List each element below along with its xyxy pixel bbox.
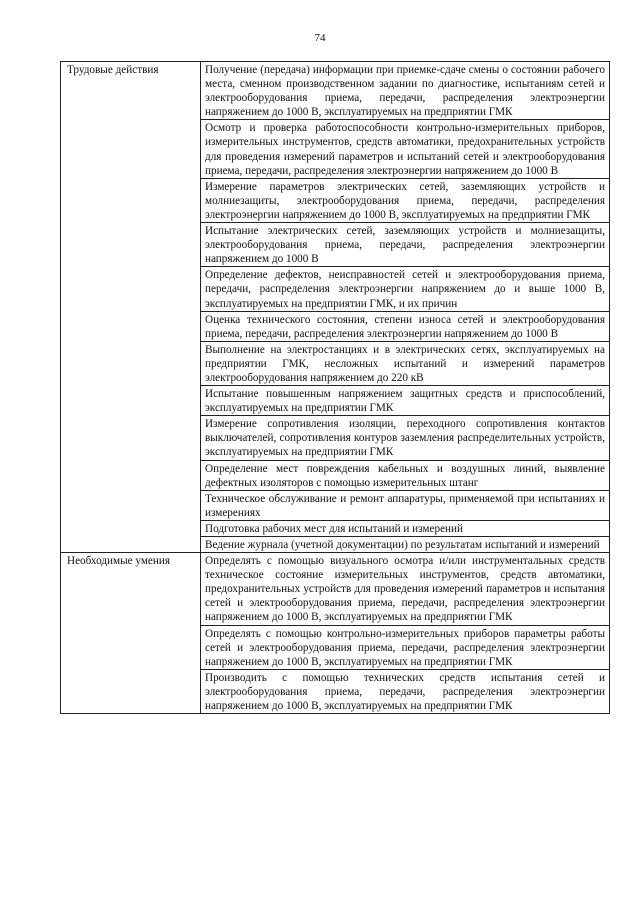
labor-action-item: Определение дефектов, неисправностей сетей и электрооборудования приема, передачи, распределения электроэнергии напряжением до и выше 1000 В, эксплуатируемых на предприятии ГМК, и их причин — [201, 267, 610, 311]
labor-action-item: Измерение параметров электрических сетей, заземляющих устройств и молниезащиты, электрооборудования приема, передачи, распределения электроэнергии напряжением до 1000 В, эксплуатируемых на предприятии ГМК — [201, 178, 610, 222]
section-label-labor-actions: Трудовые действия — [61, 62, 201, 553]
required-skill-item: Определять с помощью визуального осмотра и/или инструментальных средств техническое состояние измерительных инструментов, средств автоматики, предохранительных устройств для проведения измерений параметров и испытания сетей и электрооборудования приема, передачи, распределения электроэнергии напряжением до 1000 В, эксплуатируемых на предприятии ГМК — [201, 553, 610, 625]
competency-table — [60, 61, 610, 714]
labor-action-item: Осмотр и проверка работоспособности контрольно-измерительных приборов, измерительных инструментов, средств автоматики, предохранительных устройств для проведения измерений параметров и испытаний сетей и электрооборудования приема, передачи, распределения электроэнергии напряжением до 1000 В — [201, 120, 610, 178]
labor-action-item: Определение мест повреждения кабельных и воздушных линий, выявление дефектных изоляторов с помощью измерительных штанг — [201, 460, 610, 490]
labor-action-item: Испытание повышенным напряжением защитных средств и приспособлений, эксплуатируемых на предприятии ГМК — [201, 386, 610, 416]
table-row — [61, 62, 610, 120]
labor-action-item: Измерение сопротивления изоляции, переходного сопротивления контактов выключателей, сопротивления контуров заземления распределительных устройств, эксплуатируемых на предприятии ГМК — [201, 416, 610, 460]
labor-action-item: Подготовка рабочих мест для испытаний и измерений — [201, 520, 610, 536]
section-label-required-skills: Необходимые умения — [61, 553, 201, 714]
required-skill-item: Производить с помощью технических средств испытания сетей и электрооборудования приема, передачи, распределения электроэнергии напряжением до 1000 В, эксплуатируемых на предприятии ГМК — [201, 669, 610, 713]
labor-action-item: Получение (передача) информации при приемке-сдаче смены о состоянии рабочего места, сменном производственном задании по диагностике, испытаниям сетей и электрооборудования приема, передачи, распределения электроэнергии напряжением до 1000 В, эксплуатируемых на предприятии ГМК — [201, 62, 610, 120]
table-row — [61, 553, 610, 625]
required-skill-item: Определять с помощью контрольно-измерительных приборов параметры работы сетей и электрооборудования приема, передачи, распределения электроэнергии напряжением до 1000 В, эксплуатируемых на предприятии ГМК — [201, 625, 610, 669]
labor-action-item: Выполнение на электростанциях и в электрических сетях, эксплуатируемых на предприятии ГМК, несложных испытаний и измерений параметров электрооборудования напряжением до 220 кВ — [201, 341, 610, 385]
page-number: 74 — [314, 32, 326, 44]
labor-action-item: Оценка технического состояния, степени износа сетей и электрооборудования приема, передачи, распределения электроэнергии напряжением до 1000 В — [201, 311, 610, 341]
labor-action-item: Испытание электрических сетей, заземляющих устройств и молниезащиты, электрооборудования приема, передачи, распределения электроэнергии напряжением до 1000 В — [201, 223, 610, 267]
labor-action-item: Техническое обслуживание и ремонт аппаратуры, применяемой при испытаниях и измерениях — [201, 490, 610, 520]
labor-action-item: Ведение журнала (учетной документации) по результатам испытаний и измерений — [201, 537, 610, 553]
